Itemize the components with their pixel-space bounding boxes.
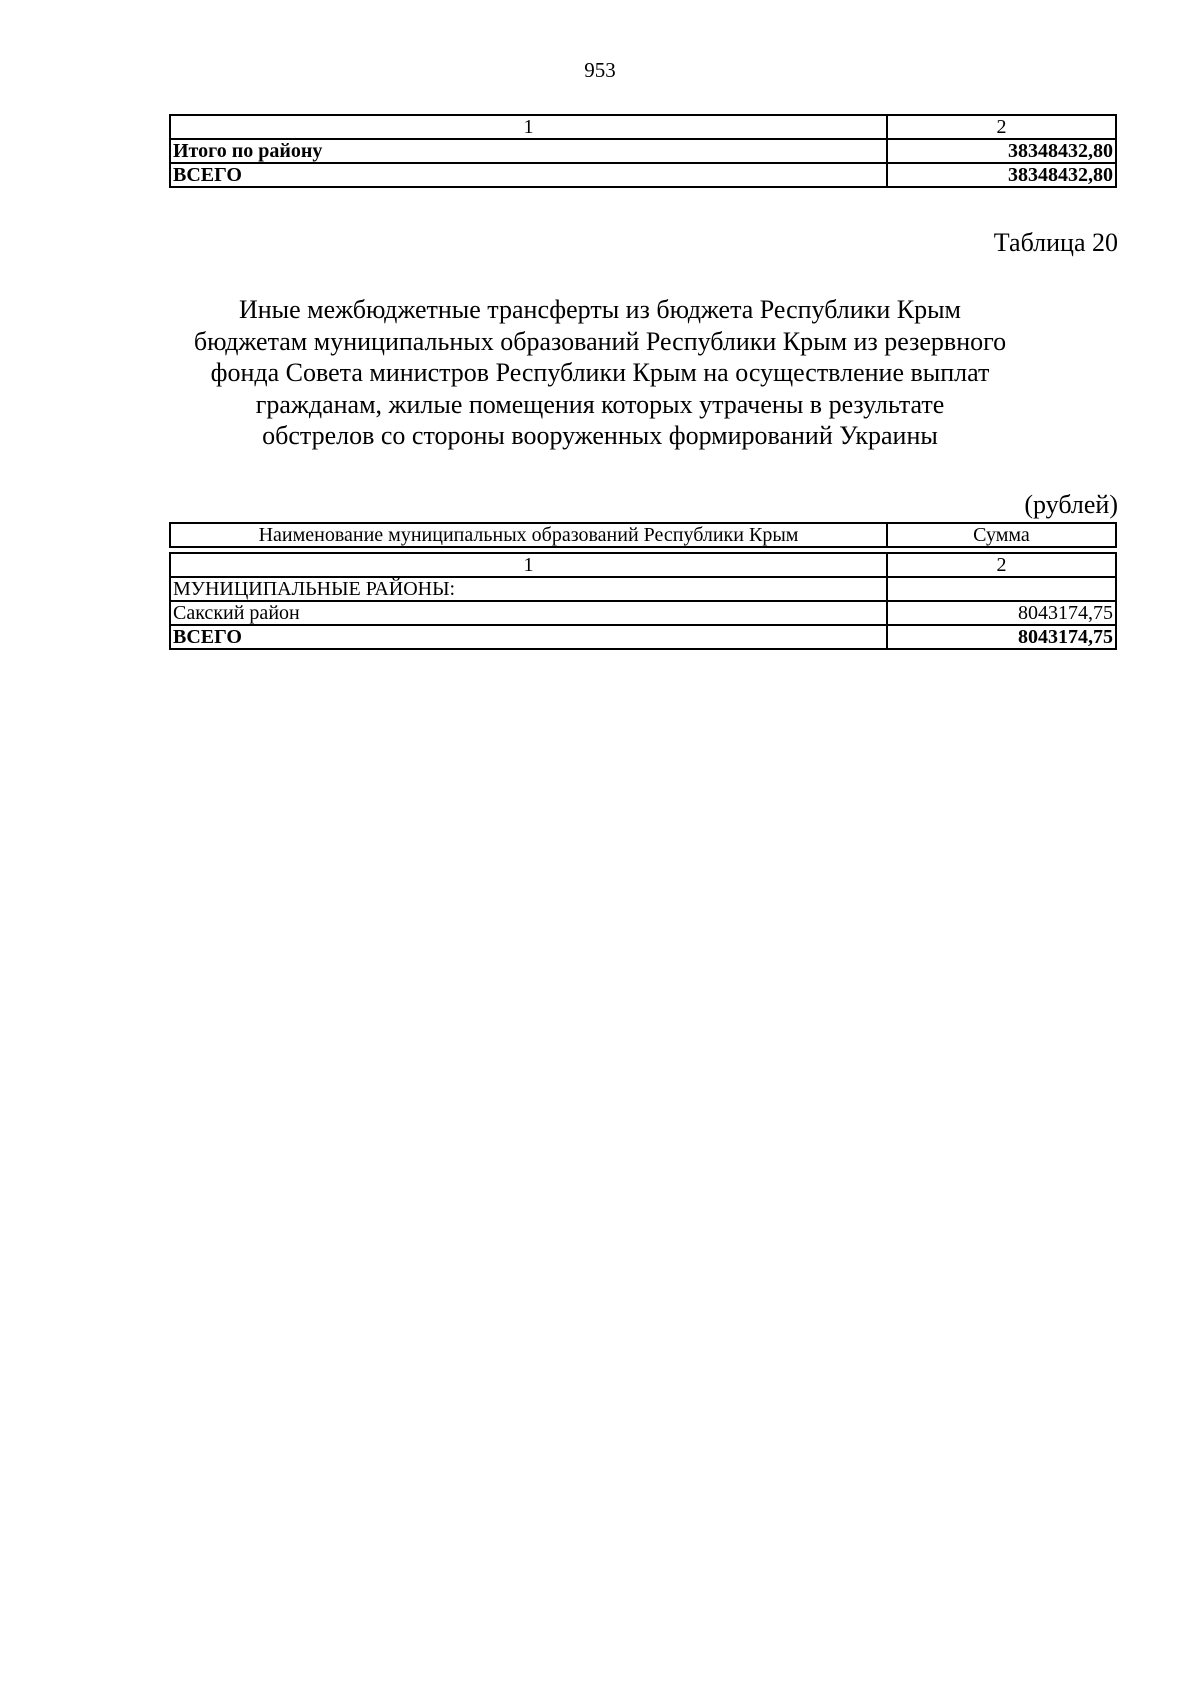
header-row — [170, 523, 1116, 547]
heading-line: бюджетам муниципальных образований Республики Крым из резервного — [193, 326, 1007, 356]
column-number-2: 2 — [887, 553, 1116, 577]
row-name: Итого по району — [170, 139, 887, 163]
column-number-1: 1 — [170, 115, 887, 139]
page-number: 953 — [584, 58, 616, 82]
table-row — [170, 601, 1116, 625]
row-name: ВСЕГО — [170, 163, 887, 187]
transfers-table — [169, 552, 1117, 650]
section-row — [170, 577, 1116, 601]
header-sum: Сумма — [887, 523, 1116, 547]
heading-line: фонда Совета министров Республики Крым на осуществление выплат — [210, 358, 990, 387]
table-header — [169, 522, 1117, 548]
section-label: МУНИЦИПАЛЬНЫЕ РАЙОНЫ: — [170, 577, 887, 601]
total-row — [170, 625, 1116, 649]
section-sum-empty — [887, 577, 1116, 601]
column-number-row — [170, 115, 1116, 139]
table-row — [170, 163, 1116, 187]
row-sum: 38348432,80 — [887, 163, 1116, 187]
row-sum: 8043174,75 — [887, 601, 1116, 625]
heading-line: Иные межбюджетные трансферты из бюджета Республики Крым — [238, 295, 961, 324]
table-label: Таблица 20 — [993, 228, 1118, 257]
heading-line: обстрелов со стороны вооруженных формирований Украины — [262, 421, 938, 450]
header-name: Наименование муниципальных образований Республики Крым — [170, 523, 887, 547]
table-heading — [150, 294, 1050, 452]
total-name: ВСЕГО — [170, 625, 887, 649]
total-sum: 8043174,75 — [887, 625, 1116, 649]
column-number-row — [170, 553, 1116, 577]
unit-label: (рублей) — [1024, 490, 1118, 519]
table-row — [170, 139, 1116, 163]
previous-table-continuation — [169, 114, 1117, 188]
heading-line: гражданам, жилые помещения которых утрачены в результате — [255, 389, 945, 419]
row-sum: 38348432,80 — [887, 139, 1116, 163]
column-number-1: 1 — [170, 553, 887, 577]
column-number-2: 2 — [887, 115, 1116, 139]
row-name: Сакский район — [170, 601, 887, 625]
